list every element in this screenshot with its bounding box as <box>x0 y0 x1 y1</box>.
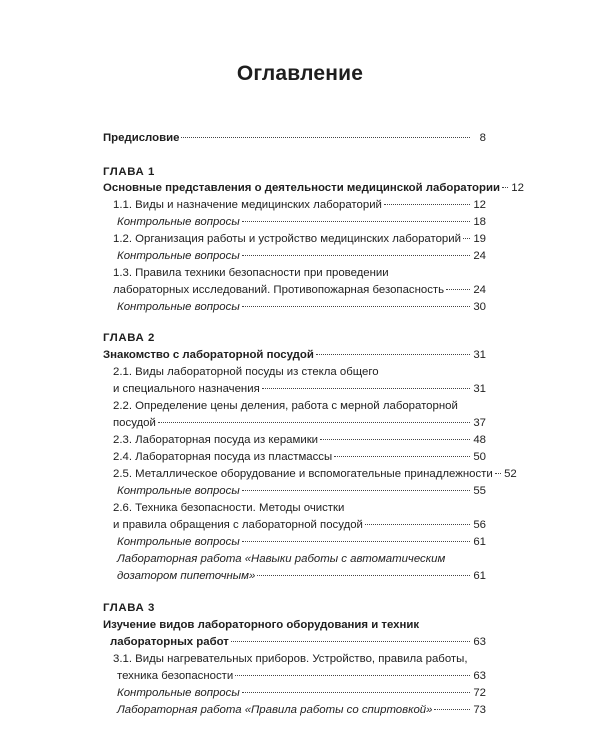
dot-leader <box>242 541 470 542</box>
dot-leader <box>316 354 470 355</box>
toc-section-3-1-line1[interactable]: 3.1. Виды нагревательных приборов. Устройство, правила работы, <box>113 653 468 665</box>
dot-leader <box>434 709 470 710</box>
page-number: 63 <box>473 636 486 648</box>
toc-section-2-2[interactable] <box>113 415 486 432</box>
chapter-3-label: ГЛАВА 3 <box>103 602 155 614</box>
toc-lab-work[interactable] <box>117 568 486 585</box>
page-number: 73 <box>473 704 486 716</box>
chapter-1-label: ГЛАВА 1 <box>103 166 155 178</box>
dot-leader <box>158 422 470 423</box>
toc-section-2-1[interactable] <box>113 381 486 398</box>
entry-title: лабораторных работ <box>110 636 229 648</box>
dot-leader <box>502 187 508 188</box>
toc-section-3-1[interactable] <box>117 668 486 685</box>
page-title: Оглавление <box>236 62 364 85</box>
toc-section-2-4[interactable] <box>113 449 486 466</box>
dot-leader <box>320 439 470 440</box>
dot-leader <box>242 255 470 256</box>
dot-leader <box>365 524 470 525</box>
toc-lab-work[interactable] <box>117 702 486 719</box>
dot-leader <box>231 641 470 642</box>
entry-title: Основные представления о деятельности медицинской лаборатории <box>103 182 500 194</box>
page-number: 24 <box>473 284 486 296</box>
entry-title: и специального назначения <box>113 383 260 395</box>
entry-title: Контрольные вопросы <box>117 216 240 228</box>
toc-section-1-3-line1[interactable]: 1.3. Правила техники безопасности при проведении <box>113 267 389 279</box>
toc-control-questions[interactable] <box>117 299 486 316</box>
dot-leader <box>262 388 470 389</box>
entry-title: Знакомство с лабораторной посудой <box>103 349 314 361</box>
page-number: 8 <box>479 132 486 144</box>
page-number: 18 <box>473 216 486 228</box>
toc-control-questions[interactable] <box>117 214 486 231</box>
toc-section-2-6[interactable] <box>113 517 486 534</box>
page-number: 30 <box>473 301 486 313</box>
entry-title: Предисловие <box>103 132 180 144</box>
chapter-2-label: ГЛАВА 2 <box>103 332 155 344</box>
page-number: 52 <box>504 468 517 480</box>
entry-title: дозатором пипеточным» <box>117 570 256 582</box>
dot-leader <box>242 692 470 693</box>
dot-leader <box>181 137 470 138</box>
entry-title: Контрольные вопросы <box>117 250 240 262</box>
page-number: 24 <box>473 250 486 262</box>
toc-chapter-3-title-line1[interactable]: Изучение видов лабораторного оборудования и техник <box>103 619 420 631</box>
dot-leader <box>495 473 501 474</box>
entry-title: Контрольные вопросы <box>117 301 240 313</box>
page-number: 31 <box>473 383 486 395</box>
page-number: 48 <box>473 434 486 446</box>
page-number: 31 <box>473 349 486 361</box>
toc-chapter-3-title[interactable] <box>110 634 486 651</box>
dot-leader <box>334 456 470 457</box>
page-number: 63 <box>473 670 486 682</box>
entry-title: Лабораторная работа «Правила работы со спиртовкой» <box>117 704 433 716</box>
page-number: 37 <box>473 417 486 429</box>
dot-leader <box>242 490 470 491</box>
toc-section-2-2-line1[interactable]: 2.2. Определение цены деления, работа с мерной лабораторной <box>113 400 458 412</box>
toc-control-questions[interactable] <box>117 248 486 265</box>
toc-chapter-1-title[interactable] <box>103 180 524 197</box>
dot-leader <box>384 204 470 205</box>
page-number: 61 <box>473 570 486 582</box>
entry-title: Контрольные вопросы <box>117 536 240 548</box>
dot-leader <box>463 238 470 239</box>
entry-title: Контрольные вопросы <box>117 485 240 497</box>
entry-title: 1.1. Виды и назначение медицинских лабораторий <box>113 199 382 211</box>
toc-control-questions[interactable] <box>117 483 486 500</box>
toc-section-1-1[interactable] <box>113 197 486 214</box>
toc-control-questions[interactable] <box>117 685 486 702</box>
page-number: 12 <box>473 199 486 211</box>
entry-title: лабораторных исследований. Противопожарная безопасность <box>113 284 445 296</box>
page-number: 56 <box>473 519 486 531</box>
dot-leader <box>446 289 470 290</box>
dot-leader <box>242 306 470 307</box>
page-number: 19 <box>473 233 486 245</box>
entry-title: 2.3. Лабораторная посуда из керамики <box>113 434 319 446</box>
dot-leader <box>257 575 470 576</box>
toc-section-2-6-line1[interactable]: 2.6. Техника безопасности. Методы очистки <box>113 502 345 514</box>
toc-section-2-1-line1[interactable]: 2.1. Виды лабораторной посуды из стекла общего <box>113 366 379 378</box>
toc-section-1-3[interactable] <box>113 282 486 299</box>
toc-control-questions[interactable] <box>117 534 486 551</box>
page-number: 55 <box>473 485 486 497</box>
dot-leader <box>235 675 470 676</box>
entry-title: 2.5. Металлическое оборудование и вспомогательные принадлежности <box>113 468 493 480</box>
entry-title: 2.4. Лабораторная посуда из пластмассы <box>113 451 333 463</box>
entry-title: и правила обращения с лабораторной посудой <box>113 519 363 531</box>
page-number: 61 <box>473 536 486 548</box>
entry-title: Контрольные вопросы <box>117 687 240 699</box>
page-number: 12 <box>511 182 524 194</box>
toc-chapter-2-title[interactable] <box>103 347 486 364</box>
toc-lab-work-line1[interactable]: Лабораторная работа «Навыки работы с автоматическим <box>117 553 446 565</box>
toc-section-2-5[interactable] <box>113 466 517 483</box>
page-number: 72 <box>473 687 486 699</box>
dot-leader <box>242 221 470 222</box>
toc-section-1-2[interactable] <box>113 231 486 248</box>
entry-title: 1.2. Организация работы и устройство медицинских лабораторий <box>113 233 461 245</box>
toc-section-2-3[interactable] <box>113 432 486 449</box>
entry-title: техника безопасности <box>117 670 234 682</box>
toc-preface[interactable] <box>103 130 486 147</box>
entry-title: посудой <box>113 417 156 429</box>
page-number: 50 <box>473 451 486 463</box>
